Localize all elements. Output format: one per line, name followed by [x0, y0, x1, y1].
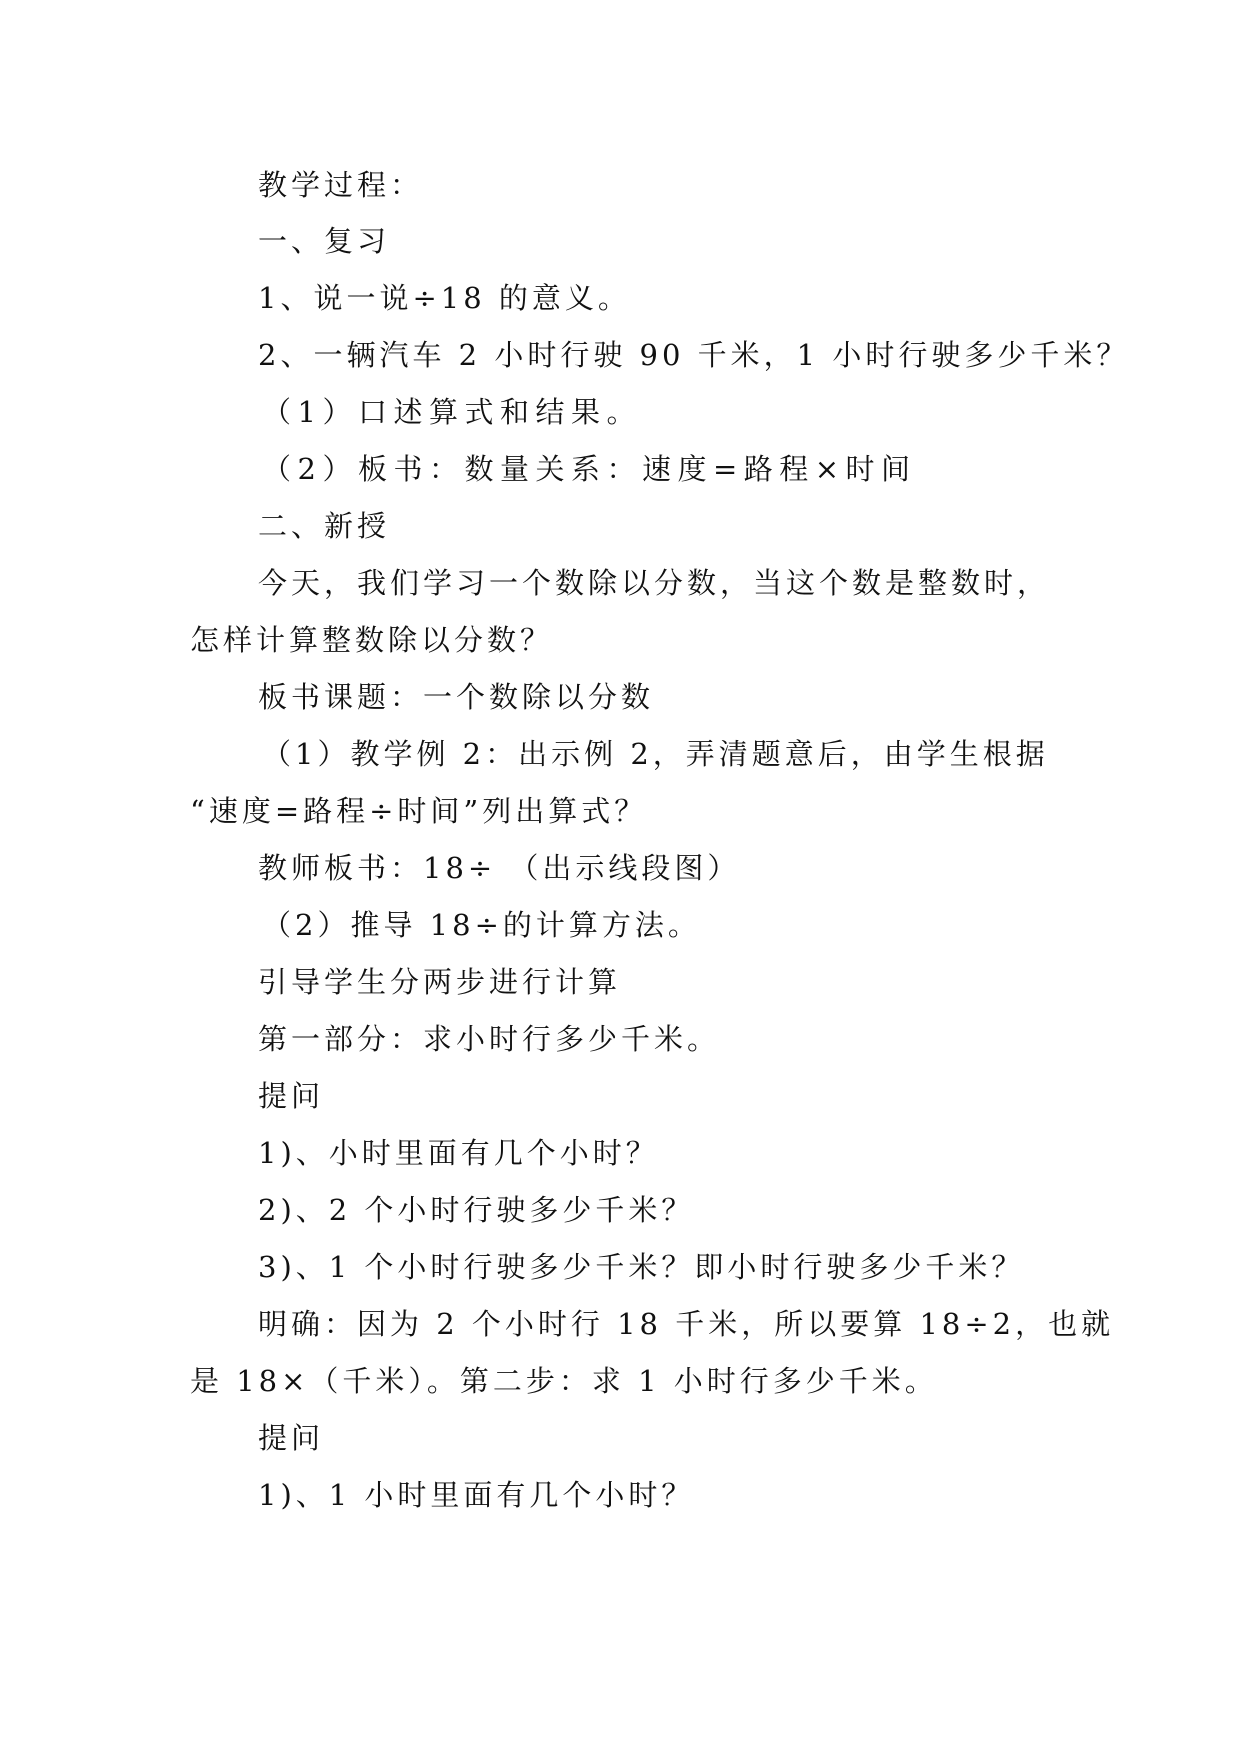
text-line: 板书课题：一个数除以分数 — [258, 680, 655, 714]
text-line: 怎样计算整数除以分数？ — [190, 623, 554, 657]
text-line: 明确：因为 2 个小时行 18 千米，所以要算 18÷2，也就 — [258, 1307, 1115, 1341]
text-line: 提问 — [258, 1079, 325, 1113]
text-line: （1）教学例 2：出示例 2，弄清题意后，由学生根据 — [262, 737, 1049, 771]
text-line: 2、一辆汽车 2 小时行驶 90 千米，1 小时行驶多少千米？ — [258, 338, 1130, 372]
text-line: 教学过程： — [258, 168, 424, 202]
text-line: （2）板书：数量关系：速度=路程×时间 — [262, 452, 917, 486]
text-line: 第一部分：求小时行多少千米。 — [258, 1022, 721, 1056]
text-line: 1、说一说÷18 的意义。 — [258, 281, 631, 315]
text-line: 今天，我们学习一个数除以分数，当这个数是整数时， — [258, 566, 1051, 600]
text-line: “速度=路程÷时间”列出算式？ — [190, 794, 648, 828]
text-line: 3)、1 个小时行驶多少千米？即小时行驶多少千米？ — [258, 1250, 1025, 1284]
text-line: （1）口述算式和结果。 — [262, 395, 642, 429]
text-line: 是 18×（千米）。第二步：求 1 小时行多少千米。 — [190, 1364, 938, 1398]
text-line: 提问 — [258, 1421, 325, 1455]
text-line: 1)、小时里面有几个小时？ — [258, 1136, 659, 1170]
text-line: 二、新授 — [258, 509, 391, 543]
text-line: 1)、1 小时里面有几个小时？ — [258, 1478, 695, 1512]
text-line: 2)、2 个小时行驶多少千米？ — [258, 1193, 695, 1227]
text-line: （2）推导 18÷的计算方法。 — [262, 908, 701, 942]
text-line: 教师板书：18÷ （出示线段图） — [258, 851, 741, 885]
text-line: 一、复习 — [258, 224, 391, 258]
text-line: 引导学生分两步进行计算 — [258, 965, 622, 999]
